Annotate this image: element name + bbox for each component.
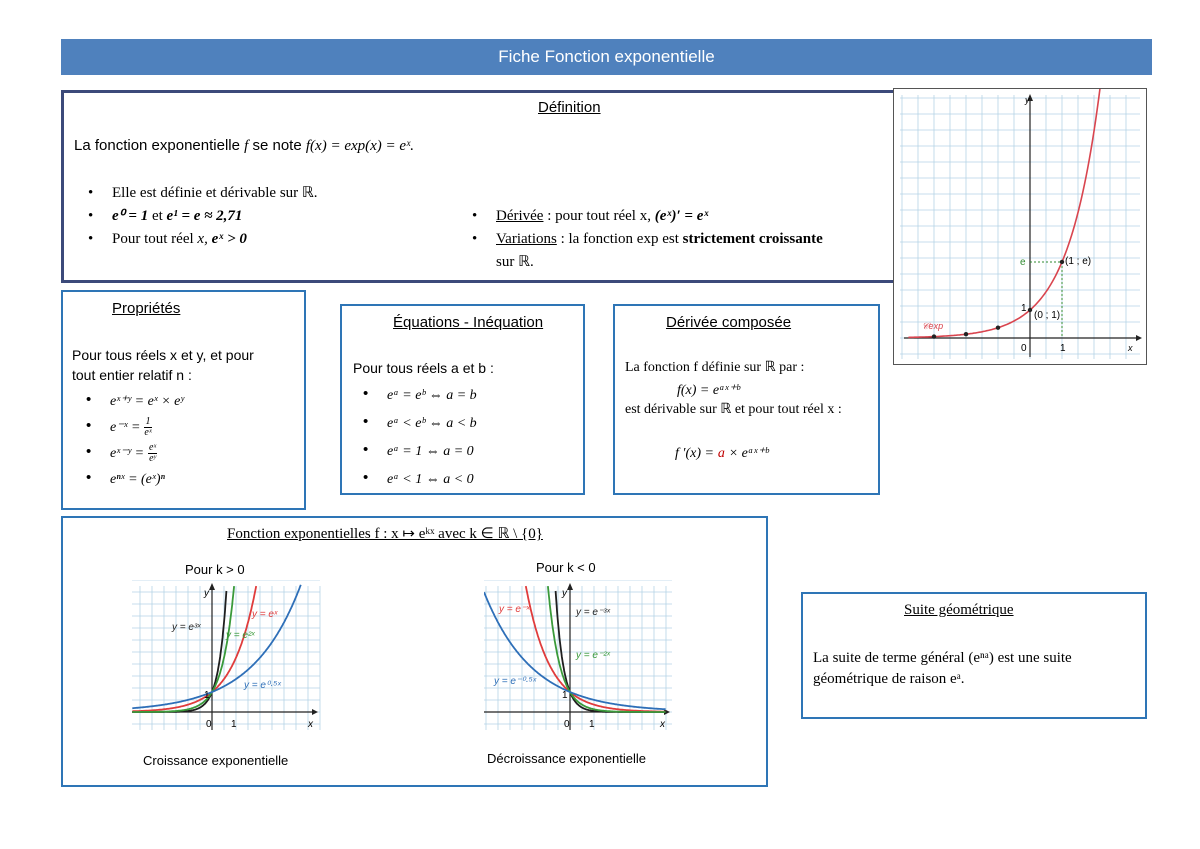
tick-1: 1 — [589, 719, 595, 730]
derivee-line-1: La fonction f définie sur ℝ par : — [625, 360, 805, 375]
label-e05x: y = e⁰·⁵ˣ — [244, 680, 281, 691]
derivee-line-3: est dérivable sur ℝ et pour tout réel x : — [625, 402, 842, 417]
proprietes-list — [72, 388, 184, 492]
equation-3: • eᵃ = 1 ⇔ a = 0 — [349, 437, 477, 465]
propriete-3: • eˣ⁻ʸ = $\frac{\text{eˣ}}{\text{eʸ}}$ — [72, 440, 184, 466]
propriete-1: • eˣ⁺ʸ = eˣ × eʸ — [72, 388, 184, 414]
curve-k-1 — [132, 586, 256, 711]
equations-list — [349, 381, 477, 493]
curve-k-2 — [132, 586, 234, 712]
neg-caption: Décroissance exponentielle — [487, 751, 646, 766]
suite-box — [801, 592, 1147, 719]
label-e2x: y = e²ˣ — [226, 630, 255, 641]
equation-2: • eᵃ < eᵇ ⇔ a < b — [349, 409, 477, 437]
exp-graph-panel — [893, 88, 1147, 365]
equations-title: Équations - Inéquation — [393, 314, 544, 331]
definition-title: Définition — [538, 99, 601, 116]
suite-line-1: La suite de terme général (eⁿᵃ) est une suite — [813, 650, 1072, 666]
point-1e-label: (1 ; e) — [1065, 256, 1092, 267]
curve-point — [996, 325, 1000, 329]
equation-4: • eᵃ < 1 ⇔ a < 0 — [349, 465, 477, 493]
definition-intro — [74, 136, 414, 156]
label-em3x: y = e⁻³ˣ — [576, 607, 610, 618]
y-label: y — [1025, 95, 1030, 105]
axis-x: x — [660, 719, 665, 730]
label-em2x: y = e⁻²ˣ — [576, 650, 610, 661]
intro-pre: La fonction exponentielle — [74, 137, 240, 154]
definition-list-right — [458, 205, 823, 274]
intro-f: f — [244, 138, 249, 154]
neg-title: Pour k < 0 — [536, 560, 596, 575]
curve-point — [1028, 308, 1032, 312]
label-ex: y = eˣ — [252, 609, 278, 620]
proprietes-intro-1: Pour tous réels x et y, et pour — [72, 347, 254, 363]
label-emx: y = e⁻ˣ — [499, 604, 530, 615]
tick-1-y: 1 — [204, 690, 210, 701]
exp-graph — [894, 89, 1146, 364]
label-e3x: y = e³ˣ — [172, 622, 201, 633]
tick-1-y: 1 — [562, 690, 568, 701]
derivee-composee-box — [613, 304, 880, 495]
proprietes-intro-2: tout entier relatif n : — [72, 367, 192, 383]
definition-box — [61, 90, 911, 283]
growth-graph — [132, 580, 322, 740]
proprietes-box — [61, 290, 306, 510]
label-em05x: y = e⁻⁰·⁵ˣ — [494, 676, 537, 687]
propriete-2: • e⁻ˣ = $\frac{1}{\text{eˣ}}$ — [72, 414, 184, 440]
derivee-composee-title: Dérivée composée — [666, 314, 792, 331]
curve-point — [932, 334, 936, 338]
curve-point — [964, 332, 968, 336]
x-label: x — [1128, 343, 1133, 353]
page-banner: Fiche Fonction exponentielle — [61, 39, 1152, 75]
tick-1: 1 — [231, 719, 237, 730]
tick-0: 0 — [206, 719, 212, 730]
equations-box — [340, 304, 585, 495]
propriete-4: • eⁿˣ = (eˣ)ⁿ — [72, 466, 184, 492]
decay-graph — [484, 580, 674, 740]
zero-label: 0 — [1021, 343, 1027, 354]
definition-list-left — [74, 182, 318, 251]
x-one-label: 1 — [1060, 343, 1066, 354]
exp-curve — [908, 89, 1108, 337]
pos-caption: Croissance exponentielle — [143, 753, 289, 768]
curve-k--1 — [526, 586, 666, 712]
definition-bullet-1: • Elle est définie et dérivable sur ℝ. — [74, 182, 318, 205]
one-label: 1 — [1021, 303, 1027, 314]
suite-line-2: géométrique de raison eᵃ. — [813, 671, 965, 687]
e-label: e — [1020, 257, 1026, 268]
derivee-line-2: f(x) = eᵃˣ⁺ᵇ — [677, 383, 740, 398]
proprietes-title: Propriétés — [112, 300, 181, 317]
curve-label: 𝒞exp — [922, 321, 944, 331]
axis-y: y — [204, 588, 209, 599]
fonctions-k-box — [61, 516, 768, 787]
derivee-line-4: f ′(x) = a × eᵃˣ⁺ᵇ — [675, 446, 769, 461]
suite-title: Suite géométrique — [904, 602, 1014, 618]
fraction-1: $\frac{1}{\text{eˣ}}$ — [144, 415, 152, 438]
definition-bullet-2: • e⁰ = 1 et e¹ = e ≈ 2,71 — [74, 205, 318, 228]
axis-y: y — [562, 588, 567, 599]
definition-bullet-3: • Pour tout réel x, eˣ > 0 — [74, 228, 318, 251]
fonctions-k-title: Fonction exponentielles f : x ↦ eᵏˣ avec k ∈ ℝ \ {0} — [227, 526, 543, 542]
intro-formula: f(x) = exp(x) = eˣ. — [305, 138, 415, 154]
point-01-label: (0 ; 1) — [1034, 310, 1061, 321]
curve-point — [1060, 260, 1064, 264]
pos-title: Pour k > 0 — [185, 562, 245, 577]
equations-intro: Pour tous réels a et b : — [353, 360, 494, 376]
derivee-item: • Dérivée : pour tout réel x, (eˣ)′ = eˣ — [458, 205, 823, 228]
equation-1: • eᵃ = eᵇ ⇔ a = b — [349, 381, 477, 409]
tick-0: 0 — [564, 719, 570, 730]
fraction-2: $\frac{\text{eˣ}}{\text{eʸ}}$ — [148, 441, 157, 464]
variations-item: • Variations : la fonction exp est strictement croissante sur ℝ. — [458, 228, 823, 274]
axis-x: x — [308, 719, 313, 730]
intro-mid: se note — [252, 137, 302, 154]
